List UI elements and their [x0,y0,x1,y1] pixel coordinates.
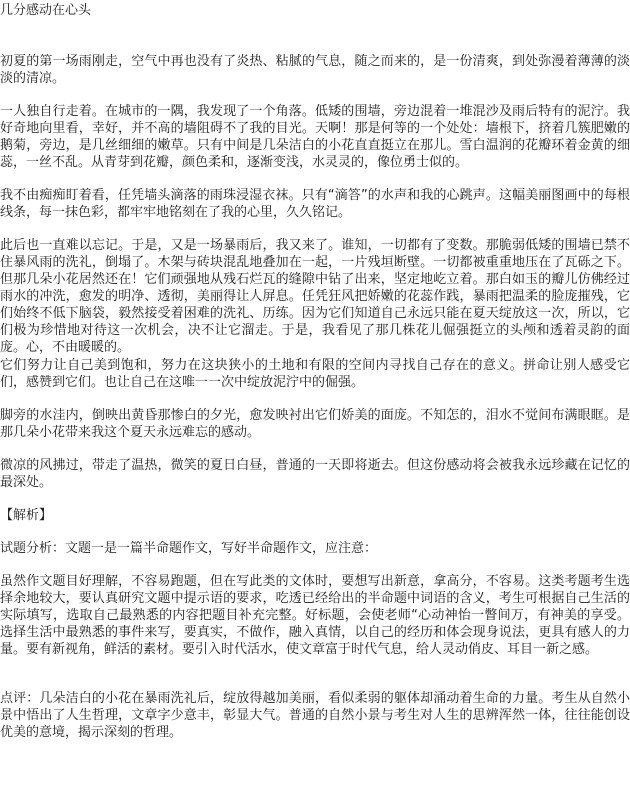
article-paragraph-2: 一人独自行走着。在城市的一隅，我发现了一个角落。低矮的围墙，旁边混着一堆混沙及雨后特有的泥泞。我好奇地向里看，幸好，并不高的墙阻碍不了我的目光。天啊！那是何等的一个处处：墙根下，挤着几簇肥嫩的鹅菊，旁边，是几丝细细的嫩草。只有中间是几朵洁白的小花直直挺立在那儿。雪白温润的花瓣环着金黄的细蕊，一丝不乱。从青芽到花瓣，颜色柔和，逐渐变浅，水灵灵的，像位勇士似的。 [0,104,630,170]
article-paragraph-5: 它们努力让自己美到饱和，努力在这块狭小的土地和有限的空间内寻找自己存在的意义。拼命让别人感受它们，感赞到它们。也让自己在这唯一一次中绽放泥泞中的倔强。 [0,358,630,390]
article-paragraph-4: 此后也一直难以忘记。于是，又是一场暴雨后，我又来了。谁知，一切都有了变数。那脆弱低矮的围墙已禁不住暴风雨的洗礼，倒塌了。木架与砖块混乱地叠加在一起，一片残垣断壁。一切都被重重地压在了瓦砾之下。但那几朵小花居然还在！它们顽强地从残石烂瓦的缝隙中钻了出来，坚定地屹立着。那白如玉的瓣儿仿佛经过雨水的冲洗，愈发的明净、透彻，美丽得让人屏息。任凭狂风把娇嫩的花蕊作践，暴雨把温柔的脸庞摧残，它们始终不低下脑袋，毅然接受着困难的洗礼、历练。因为它们知道自己永远只能在夏天绽放这一次，所以，它们极为珍惜地对待这一次机会，决不让它溜走。于是，我看见了那几株花儿倔强挺立的头颅和透着灵韵的面庞。心，不由暖暖的。 [0,238,630,355]
article-title: 几分感动在心头 [0,3,92,18]
article-paragraph-3: 我不由痴痴盯着看，任凭墙头滴落的雨珠浸湿衣袜。只有“滴答”的水声和我的心跳声。这幅美丽图画中的每根线条，每一抹色彩，都牢牢地铭刻在了我的心里，久久铭记。 [0,188,630,220]
article-paragraph-1: 初夏的第一场雨刚走，空气中再也没有了炎热、粘腻的气息，随之而来的，是一份清爽，到处弥漫着薄薄的淡淡的清凉。 [0,54,630,86]
analysis-body: 虽然作文题目好理解，不容易跑题，但在写此类的文体时，要想写出新意，拿高分，不容易。这类考题考生选择余地较大，要认真研究文题中提示语的要求，吃透已经给出的半命题中词语的含义，考生可根据自己生活的实际填写，选取自己最熟悉的内容把题目补充完整。好标题，会使老师“心动神怡一瞥间万，有神美的享受。 选择生活中最熟悉的事件来写，要真实，不做作，融入真情，以自己的经历和体会现身说法，更具有感人的力量。要有新视角，鲜活的素材。要引入时代活水，使文章富于时代气息，给人灵动俏皮、耳目一新之感。 [0,574,630,657]
analysis-comment: 点评：几朵洁白的小花在暴雨洗礼后，绽放得越加美丽，看似柔弱的躯体却涌动着生命的力量。考生从自然小景中悟出了人生哲理，文章字少意丰，彰显大气。普通的自然小景与考生对人生的思辨浑然一体，往往能创设优美的意境，揭示深刻的哲理。 [0,691,630,740]
article-paragraph-7: 微凉的风拂过，带走了温热，微笑的夏日白昼，普通的一天即将逝去。但这份感动将会被我永远珍藏在记忆的最深处。 [0,458,630,490]
analysis-heading: 【解析】 [0,508,53,523]
analysis-intro: 试题分析：文题一是一篇半命题作文，写好半命题作文，应注意： [0,541,378,556]
article-paragraph-6: 脚旁的水洼内，倒映出黄昏那惨白的夕光，愈发映衬出它们娇美的面庞。不知怎的，泪水不觉间布满眼眶。是那几朵小花带来我这个夏天永远难忘的感动。 [0,408,630,440]
